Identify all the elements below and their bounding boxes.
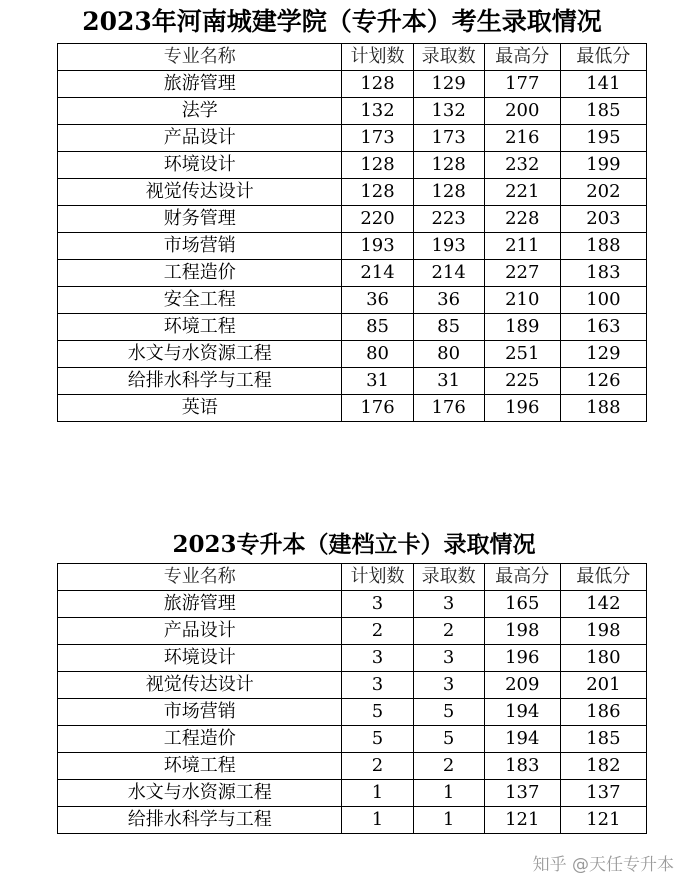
cell-lowest-score: 163 — [560, 314, 646, 341]
table-row — [58, 98, 647, 125]
cell-admitted-count: 129 — [413, 71, 484, 98]
column-header-major-name: 专业名称 — [58, 564, 342, 591]
table-row — [58, 618, 647, 645]
cell-admitted-count: 1 — [413, 807, 484, 834]
table-row — [58, 287, 647, 314]
cell-highest-score: 121 — [484, 807, 560, 834]
table2-title: 2023专升本（建档立卡）录取情况 — [172, 531, 536, 558]
cell-major-name: 工程造价 — [58, 260, 342, 287]
cell-major-name: 安全工程 — [58, 287, 342, 314]
cell-lowest-score: 183 — [560, 260, 646, 287]
column-header-highest-score: 最高分 — [484, 44, 560, 71]
cell-highest-score: 196 — [484, 645, 560, 672]
cell-planned-count: 3 — [342, 672, 413, 699]
cell-lowest-score: 182 — [560, 753, 646, 780]
cell-major-name: 旅游管理 — [58, 71, 342, 98]
table-row — [58, 260, 647, 287]
cell-major-name: 环境设计 — [58, 152, 342, 179]
cell-major-name: 英语 — [58, 395, 342, 422]
cell-planned-count: 2 — [342, 753, 413, 780]
table-row — [58, 71, 647, 98]
cell-admitted-count: 3 — [413, 645, 484, 672]
cell-admitted-count: 36 — [413, 287, 484, 314]
cell-major-name: 环境工程 — [58, 314, 342, 341]
cell-lowest-score: 137 — [560, 780, 646, 807]
cell-major-name: 水文与水资源工程 — [58, 341, 342, 368]
cell-lowest-score: 142 — [560, 591, 646, 618]
cell-lowest-score: 195 — [560, 125, 646, 152]
cell-highest-score: 232 — [484, 152, 560, 179]
cell-highest-score: 177 — [484, 71, 560, 98]
cell-admitted-count: 3 — [413, 591, 484, 618]
cell-planned-count: 132 — [342, 98, 413, 125]
cell-major-name: 视觉传达设计 — [58, 672, 342, 699]
column-header-highest-score: 最高分 — [484, 564, 560, 591]
cell-planned-count: 1 — [342, 780, 413, 807]
cell-planned-count: 36 — [342, 287, 413, 314]
cell-planned-count: 128 — [342, 71, 413, 98]
cell-admitted-count: 2 — [413, 753, 484, 780]
cell-highest-score: 194 — [484, 699, 560, 726]
cell-lowest-score: 185 — [560, 98, 646, 125]
table-row — [58, 233, 647, 260]
cell-major-name: 水文与水资源工程 — [58, 780, 342, 807]
cell-lowest-score: 186 — [560, 699, 646, 726]
cell-lowest-score: 198 — [560, 618, 646, 645]
cell-highest-score: 251 — [484, 341, 560, 368]
table-row — [58, 341, 647, 368]
cell-major-name: 给排水科学与工程 — [58, 807, 342, 834]
cell-admitted-count: 2 — [413, 618, 484, 645]
cell-admitted-count: 3 — [413, 672, 484, 699]
cell-major-name: 市场营销 — [58, 699, 342, 726]
cell-lowest-score: 126 — [560, 368, 646, 395]
column-header-planned-count: 计划数 — [342, 44, 413, 71]
cell-lowest-score: 100 — [560, 287, 646, 314]
cell-major-name: 市场营销 — [58, 233, 342, 260]
table-row — [58, 672, 647, 699]
watermark: 知乎 @天任专升本 — [532, 855, 674, 875]
cell-highest-score: 227 — [484, 260, 560, 287]
cell-highest-score: 165 — [484, 591, 560, 618]
cell-admitted-count: 128 — [413, 152, 484, 179]
cell-lowest-score: 202 — [560, 179, 646, 206]
table-row — [58, 726, 647, 753]
cell-highest-score: 189 — [484, 314, 560, 341]
cell-lowest-score: 141 — [560, 71, 646, 98]
cell-major-name: 旅游管理 — [58, 591, 342, 618]
cell-planned-count: 176 — [342, 395, 413, 422]
cell-planned-count: 3 — [342, 591, 413, 618]
cell-major-name: 财务管理 — [58, 206, 342, 233]
cell-planned-count: 1 — [342, 807, 413, 834]
cell-planned-count: 5 — [342, 726, 413, 753]
cell-admitted-count: 223 — [413, 206, 484, 233]
table-row — [58, 152, 647, 179]
table1-title: 2023年河南城建学院（专升本）考生录取情况 — [82, 7, 602, 36]
cell-highest-score: 221 — [484, 179, 560, 206]
cell-admitted-count: 173 — [413, 125, 484, 152]
cell-admitted-count: 5 — [413, 726, 484, 753]
cell-planned-count: 193 — [342, 233, 413, 260]
table-row — [58, 179, 647, 206]
cell-lowest-score: 203 — [560, 206, 646, 233]
cell-highest-score: 183 — [484, 753, 560, 780]
cell-major-name: 给排水科学与工程 — [58, 368, 342, 395]
cell-admitted-count: 214 — [413, 260, 484, 287]
table-row — [58, 699, 647, 726]
column-header-major-name: 专业名称 — [58, 44, 342, 71]
cell-admitted-count: 1 — [413, 780, 484, 807]
table-row — [58, 206, 647, 233]
cell-highest-score: 198 — [484, 618, 560, 645]
cell-highest-score: 137 — [484, 780, 560, 807]
cell-major-name: 产品设计 — [58, 618, 342, 645]
table-row — [58, 645, 647, 672]
table-row — [58, 125, 647, 152]
cell-lowest-score: 188 — [560, 395, 646, 422]
cell-planned-count: 80 — [342, 341, 413, 368]
column-header-admitted-count: 录取数 — [413, 564, 484, 591]
column-header-planned-count: 计划数 — [342, 564, 413, 591]
cell-admitted-count: 5 — [413, 699, 484, 726]
column-header-lowest-score: 最低分 — [560, 44, 646, 71]
cell-highest-score: 228 — [484, 206, 560, 233]
table-row — [58, 591, 647, 618]
cell-highest-score: 225 — [484, 368, 560, 395]
admission-table-filing-card — [57, 563, 647, 834]
cell-major-name: 环境工程 — [58, 753, 342, 780]
table-header-row — [58, 44, 647, 71]
cell-admitted-count: 85 — [413, 314, 484, 341]
cell-highest-score: 210 — [484, 287, 560, 314]
cell-highest-score: 209 — [484, 672, 560, 699]
column-header-lowest-score: 最低分 — [560, 564, 646, 591]
cell-planned-count: 128 — [342, 152, 413, 179]
cell-admitted-count: 31 — [413, 368, 484, 395]
cell-planned-count: 5 — [342, 699, 413, 726]
cell-highest-score: 211 — [484, 233, 560, 260]
table-row — [58, 807, 647, 834]
cell-planned-count: 128 — [342, 179, 413, 206]
cell-admitted-count: 80 — [413, 341, 484, 368]
cell-planned-count: 220 — [342, 206, 413, 233]
cell-lowest-score: 199 — [560, 152, 646, 179]
cell-planned-count: 31 — [342, 368, 413, 395]
cell-planned-count: 173 — [342, 125, 413, 152]
table-row — [58, 753, 647, 780]
table-row — [58, 780, 647, 807]
cell-major-name: 法学 — [58, 98, 342, 125]
table-row — [58, 368, 647, 395]
cell-admitted-count: 193 — [413, 233, 484, 260]
cell-lowest-score: 121 — [560, 807, 646, 834]
cell-lowest-score: 180 — [560, 645, 646, 672]
cell-lowest-score: 129 — [560, 341, 646, 368]
table-row — [58, 395, 647, 422]
cell-admitted-count: 132 — [413, 98, 484, 125]
cell-admitted-count: 176 — [413, 395, 484, 422]
cell-lowest-score: 188 — [560, 233, 646, 260]
cell-highest-score: 194 — [484, 726, 560, 753]
cell-planned-count: 3 — [342, 645, 413, 672]
cell-major-name: 环境设计 — [58, 645, 342, 672]
cell-highest-score: 216 — [484, 125, 560, 152]
cell-highest-score: 200 — [484, 98, 560, 125]
table-row — [58, 314, 647, 341]
cell-highest-score: 196 — [484, 395, 560, 422]
table-header-row — [58, 564, 647, 591]
cell-major-name: 视觉传达设计 — [58, 179, 342, 206]
cell-major-name: 产品设计 — [58, 125, 342, 152]
cell-planned-count: 214 — [342, 260, 413, 287]
cell-lowest-score: 185 — [560, 726, 646, 753]
cell-planned-count: 85 — [342, 314, 413, 341]
cell-admitted-count: 128 — [413, 179, 484, 206]
admission-table-general — [57, 43, 647, 422]
cell-lowest-score: 201 — [560, 672, 646, 699]
cell-planned-count: 2 — [342, 618, 413, 645]
cell-major-name: 工程造价 — [58, 726, 342, 753]
column-header-admitted-count: 录取数 — [413, 44, 484, 71]
